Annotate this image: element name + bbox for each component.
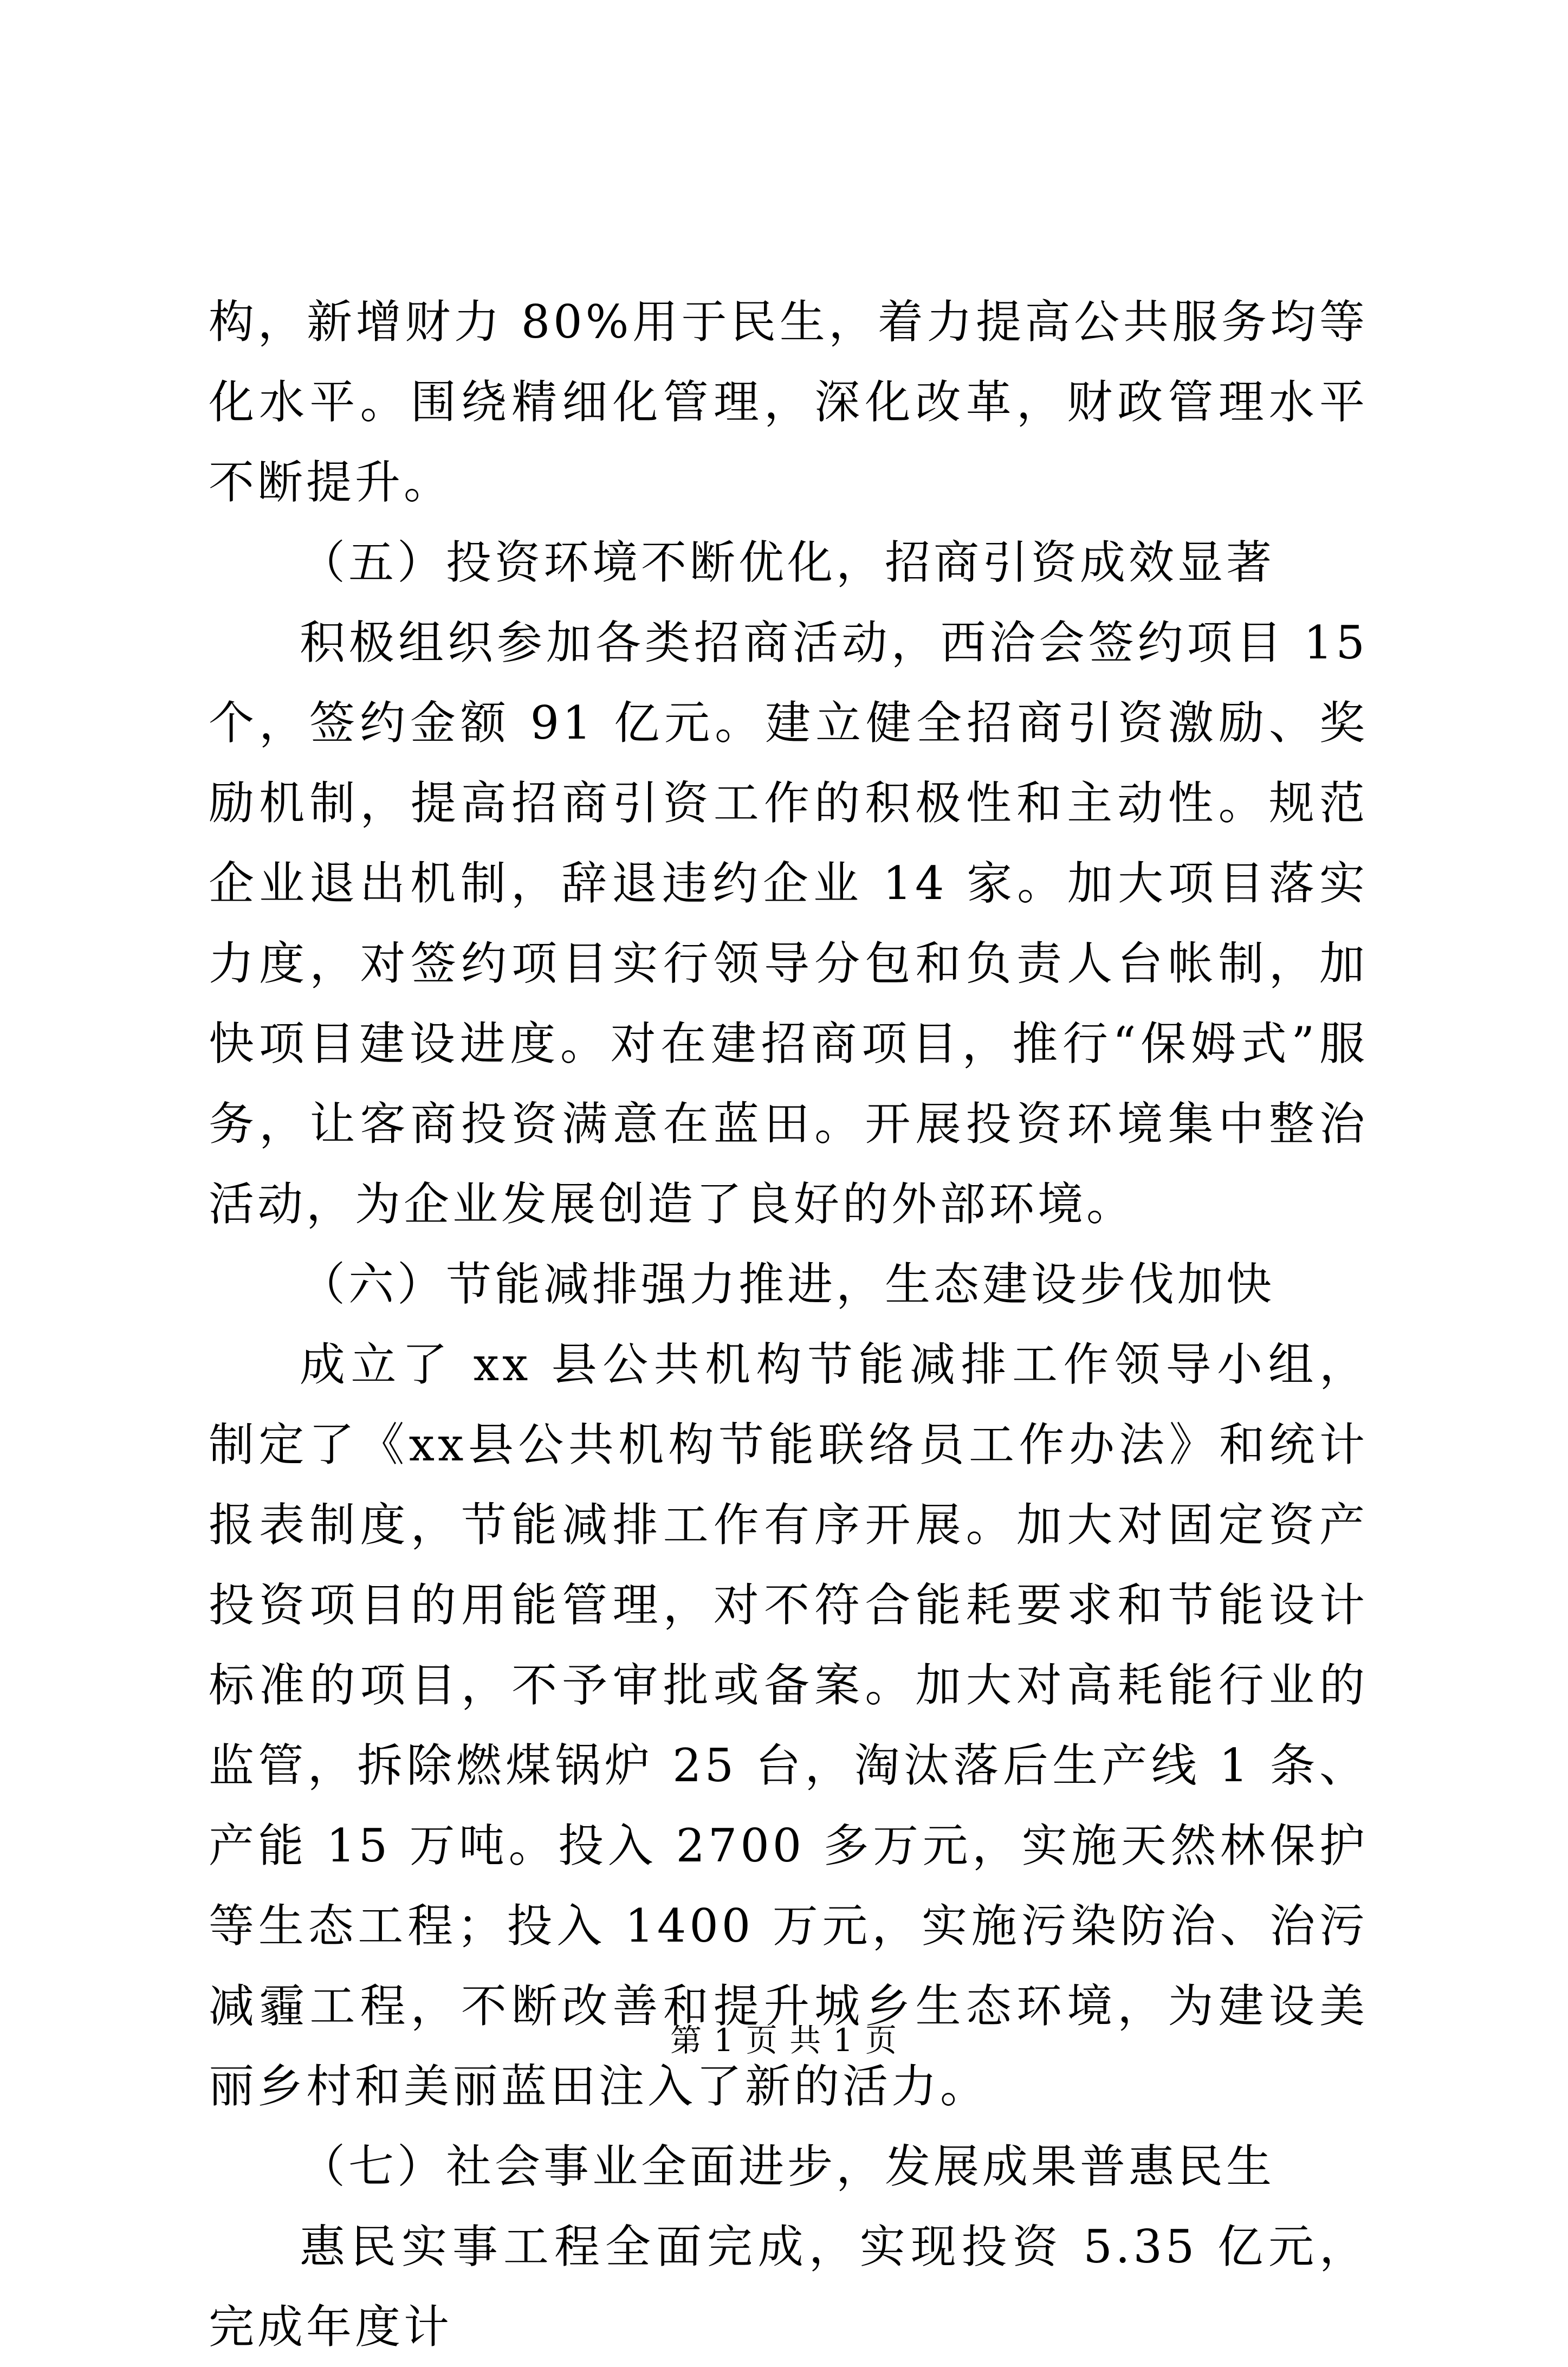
section-heading-investment: （五）投资环境不断优化，招商引资成效显著: [300, 536, 1275, 589]
paragraph-investment: 积极组织参加各类招商活动，西洽会签约项目 15 个，签约金额 91 亿元。建立健全招商引资激励、奖励机制，提高招商引资工作的积极性和主动性。规范企业退出机制，辞退违约企业 14 家。加大项目落实力度，对签约项目实行领导分包和负责人台帐制，加快项目建设进度。对在建招商项目，推行“保姆式”服务，让客商投资满意在蓝田。开展投资环境集中整治活动，为企业发展创造了良好的外部环境。: [209, 616, 1368, 1231]
paragraph-energy: 成立了 xx 县公共机构节能减排工作领导小组，制定了《xx县公共机构节能联络员工作办法》和统计报表制度，节能减排工作有序开展。加大对固定资产投资项目的用能管理，对不符合能耗要求和节能设计标准的项目，不予审批或备案。加大对高耗能行业的监管，拆除燃煤锅炉 25 台，淘汰落后生产线 1 条、产能 15 万吨。投入 2700 多万元，实施天然林保护等生态工程；投入 1400 万元，实施污染防治、治污减霾工程，不断改善和提升城乡生态环境，为建设美丽乡村和美丽蓝田注入了新的活力。: [209, 1338, 1368, 2113]
page-number-footer: 第 1 页 共 1 页: [670, 2022, 898, 2059]
paragraph-social: 惠民实事工程全面完成，实现投资 5.35 亿元，完成年度计: [209, 2220, 1368, 2353]
section-heading-energy: （六）节能减排强力推进，生态建设步伐加快: [300, 1258, 1275, 1311]
paragraph-fiscal-continued: 构，新增财力 80%用于民生，着力提高公共服务均等化水平。围绕精细化管理，深化改革，财政管理水平不断提升。: [209, 295, 1368, 509]
section-heading-social: （七）社会事业全面进步，发展成果普惠民生: [300, 2140, 1275, 2193]
